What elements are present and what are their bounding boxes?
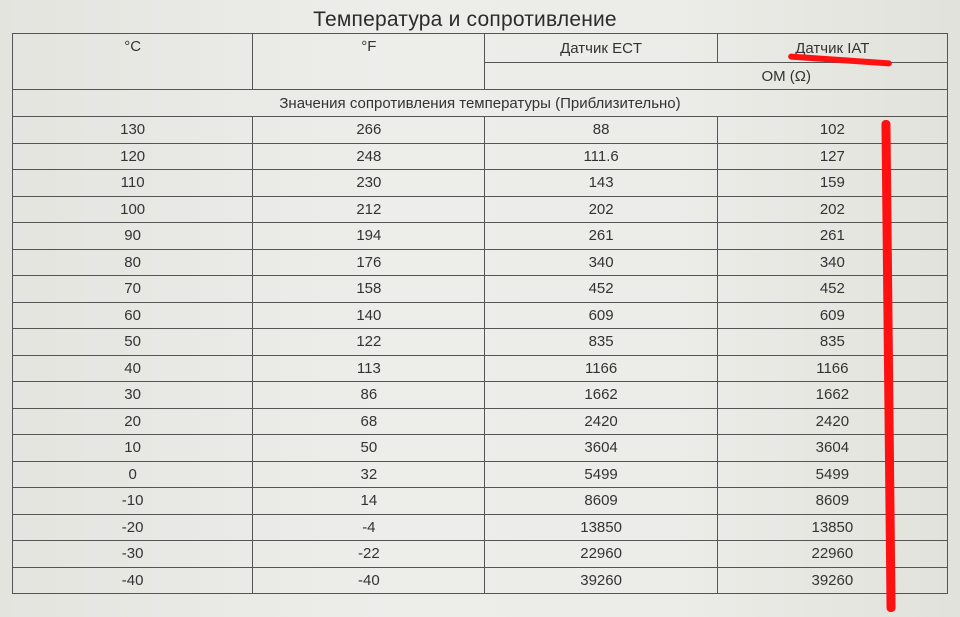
- cell-celsius: 120: [13, 143, 253, 170]
- cell-ect: 1166: [485, 355, 717, 382]
- cell-iat: 127: [717, 143, 947, 170]
- cell-fahrenheit: 212: [253, 196, 485, 223]
- cell-celsius: 20: [13, 408, 253, 435]
- resistance-table: [12, 33, 948, 594]
- table-row: [13, 488, 948, 515]
- table-row: [13, 541, 948, 568]
- cell-fahrenheit: -40: [253, 567, 485, 594]
- cell-iat: 202: [717, 196, 947, 223]
- table-row: [13, 249, 948, 276]
- header-iat: Датчик IAT: [717, 34, 947, 63]
- cell-fahrenheit: 68: [253, 408, 485, 435]
- cell-celsius: 50: [13, 329, 253, 356]
- cell-celsius: 30: [13, 382, 253, 409]
- cell-celsius: -10: [13, 488, 253, 515]
- cell-celsius: 70: [13, 276, 253, 303]
- cell-ect: 835: [485, 329, 717, 356]
- cell-iat: 609: [717, 302, 947, 329]
- header-fahrenheit: °F: [253, 34, 485, 90]
- cell-ect: 452: [485, 276, 717, 303]
- cell-iat: 3604: [717, 435, 947, 462]
- cell-fahrenheit: 113: [253, 355, 485, 382]
- cell-fahrenheit: 122: [253, 329, 485, 356]
- cell-iat: 22960: [717, 541, 947, 568]
- cell-ect: 88: [485, 117, 717, 144]
- cell-fahrenheit: 248: [253, 143, 485, 170]
- cell-ect: 143: [485, 170, 717, 197]
- table-row: [13, 408, 948, 435]
- cell-ect: 1662: [485, 382, 717, 409]
- cell-fahrenheit: 14: [253, 488, 485, 515]
- cell-celsius: 100: [13, 196, 253, 223]
- table-row: [13, 382, 948, 409]
- table-row: [13, 435, 948, 462]
- cell-fahrenheit: 176: [253, 249, 485, 276]
- cell-celsius: 40: [13, 355, 253, 382]
- table-row: [13, 329, 948, 356]
- cell-iat: 1662: [717, 382, 947, 409]
- cell-fahrenheit: 32: [253, 461, 485, 488]
- cell-celsius: 90: [13, 223, 253, 250]
- table-row: [13, 170, 948, 197]
- table-row: [13, 302, 948, 329]
- cell-iat: 2420: [717, 408, 947, 435]
- cell-iat: 13850: [717, 514, 947, 541]
- table-note: Значения сопротивления температуры (Приблизительно): [13, 90, 948, 117]
- header-celsius: °C: [13, 34, 253, 90]
- cell-iat: 452: [717, 276, 947, 303]
- cell-ect: 22960: [485, 541, 717, 568]
- cell-iat: 39260: [717, 567, 947, 594]
- cell-ect: 261: [485, 223, 717, 250]
- cell-celsius: -30: [13, 541, 253, 568]
- table-row: [13, 461, 948, 488]
- table-row: [13, 117, 948, 144]
- cell-ect: 609: [485, 302, 717, 329]
- cell-celsius: 110: [13, 170, 253, 197]
- cell-celsius: 80: [13, 249, 253, 276]
- cell-fahrenheit: 140: [253, 302, 485, 329]
- cell-ect: 5499: [485, 461, 717, 488]
- cell-iat: 159: [717, 170, 947, 197]
- page-title: Температура и сопротивление: [313, 8, 617, 31]
- table-row: [13, 567, 948, 594]
- table-row: [13, 355, 948, 382]
- cell-iat: 340: [717, 249, 947, 276]
- cell-fahrenheit: -4: [253, 514, 485, 541]
- cell-iat: 261: [717, 223, 947, 250]
- cell-iat: 5499: [717, 461, 947, 488]
- table-row: [13, 223, 948, 250]
- cell-iat: 1166: [717, 355, 947, 382]
- table-row: [13, 276, 948, 303]
- table-body: [13, 117, 948, 594]
- cell-iat: 835: [717, 329, 947, 356]
- table-row: [13, 196, 948, 223]
- cell-fahrenheit: 230: [253, 170, 485, 197]
- table-row: [13, 514, 948, 541]
- cell-fahrenheit: 86: [253, 382, 485, 409]
- cell-ect: 39260: [485, 567, 717, 594]
- cell-ect: 8609: [485, 488, 717, 515]
- cell-ect: 202: [485, 196, 717, 223]
- cell-fahrenheit: 266: [253, 117, 485, 144]
- cell-fahrenheit: -22: [253, 541, 485, 568]
- cell-iat: 8609: [717, 488, 947, 515]
- cell-celsius: -20: [13, 514, 253, 541]
- header-unit: ОМ (Ω): [485, 63, 948, 90]
- cell-celsius: 10: [13, 435, 253, 462]
- cell-celsius: 0: [13, 461, 253, 488]
- cell-celsius: -40: [13, 567, 253, 594]
- cell-fahrenheit: 50: [253, 435, 485, 462]
- cell-fahrenheit: 158: [253, 276, 485, 303]
- cell-ect: 340: [485, 249, 717, 276]
- cell-iat: 102: [717, 117, 947, 144]
- cell-ect: 111.6: [485, 143, 717, 170]
- cell-ect: 3604: [485, 435, 717, 462]
- cell-celsius: 130: [13, 117, 253, 144]
- header-ect: Датчик ECT: [485, 34, 717, 63]
- table-row: [13, 143, 948, 170]
- cell-ect: 2420: [485, 408, 717, 435]
- cell-ect: 13850: [485, 514, 717, 541]
- cell-celsius: 60: [13, 302, 253, 329]
- cell-fahrenheit: 194: [253, 223, 485, 250]
